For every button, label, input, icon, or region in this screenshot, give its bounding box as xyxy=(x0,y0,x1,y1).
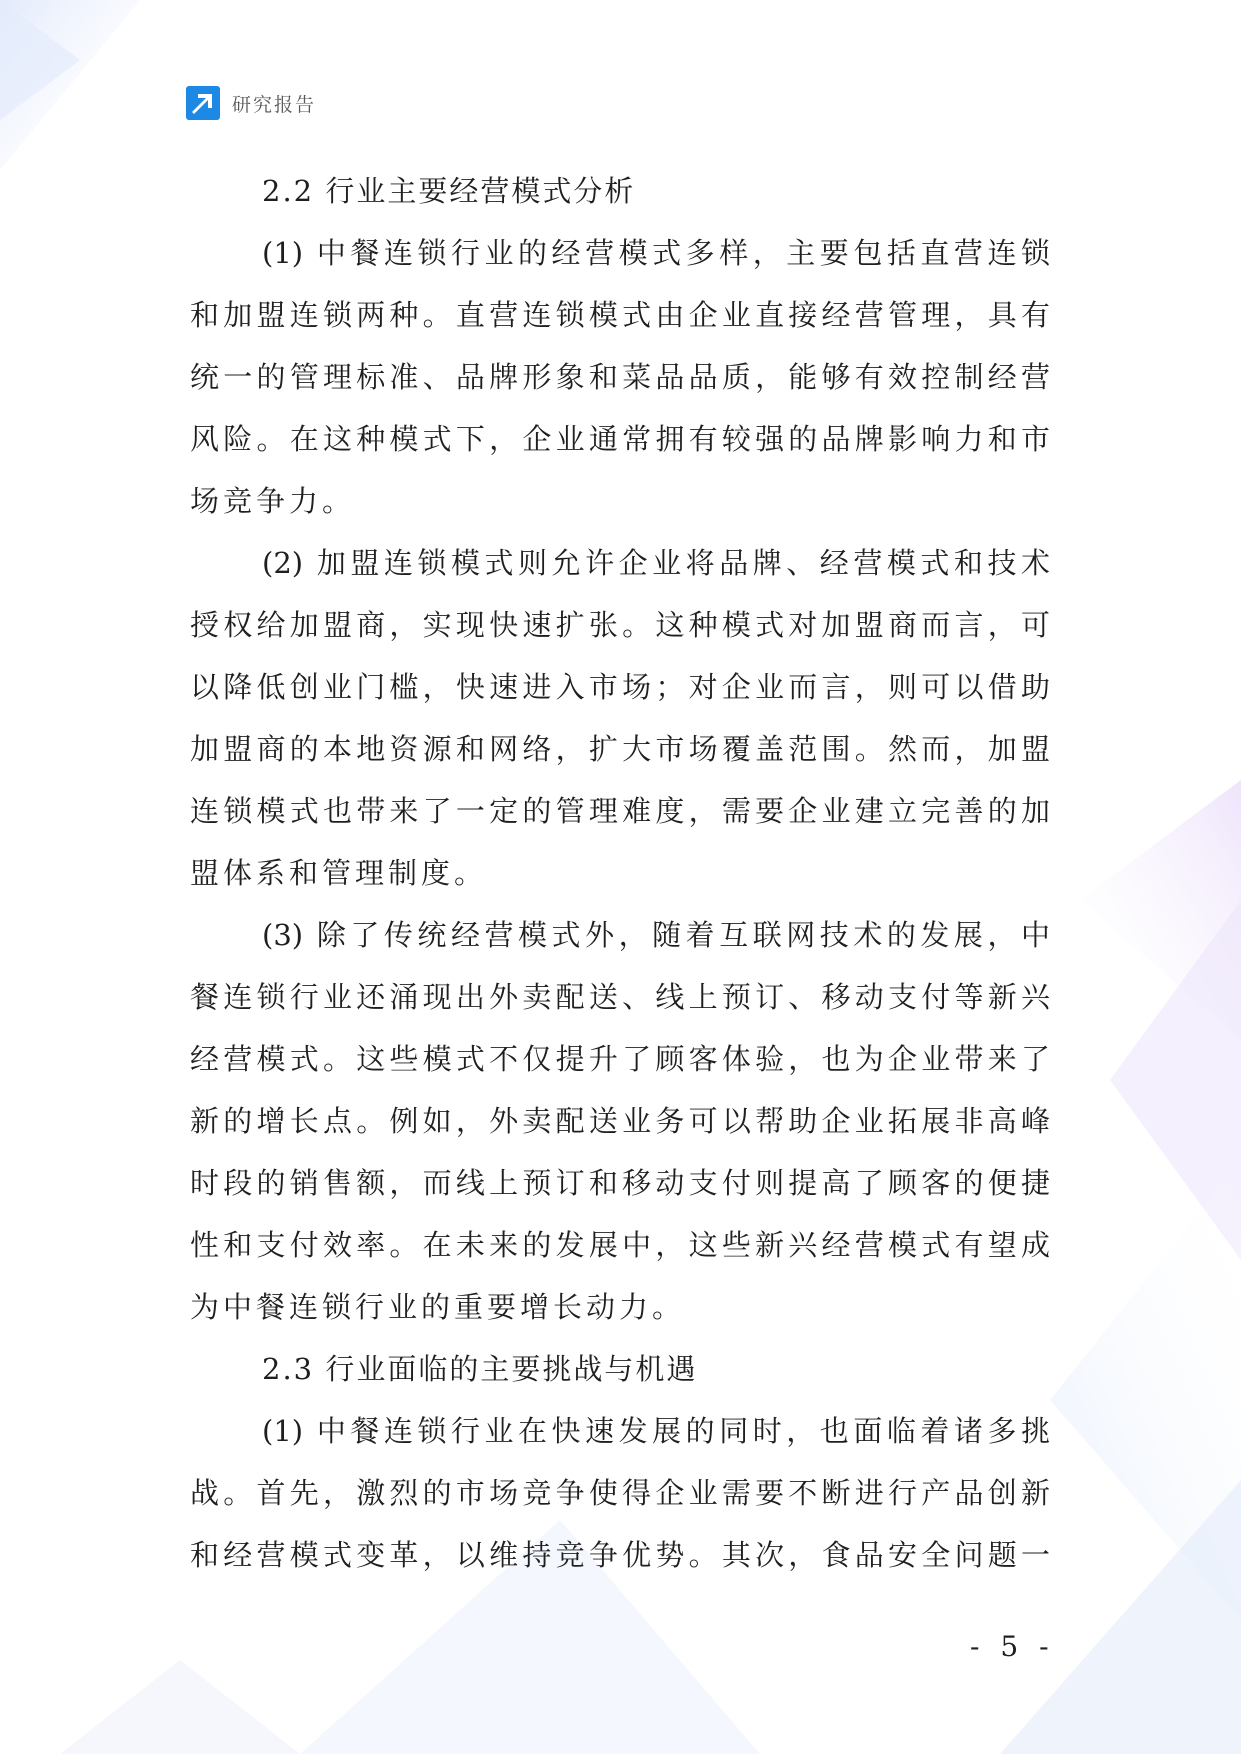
text-line: 新的增长点。例如，外卖配送业务可以帮助企业拓展非高峰 xyxy=(190,1104,1050,1138)
arrow-logo-icon xyxy=(186,86,220,120)
text-line: 风险。在这种模式下，企业通常拥有较强的品牌影响力和市 xyxy=(190,422,1050,456)
text-line: 统一的管理标准、品牌形象和菜品品质，能够有效控制经营 xyxy=(190,360,1050,394)
text-line: 为中餐连锁行业的重要增长动力。 xyxy=(190,1290,686,1324)
text-line: 和经营模式变革，以维持竞争优势。其次，食品安全问题一 xyxy=(190,1538,1050,1572)
paragraph xyxy=(190,904,1050,1338)
text-line: 盟体系和管理制度。 xyxy=(190,856,488,890)
text-line: 连锁模式也带来了一定的管理难度，需要企业建立完善的加 xyxy=(190,794,1050,828)
paragraph xyxy=(190,1400,1050,1586)
paragraph xyxy=(190,532,1050,904)
text-line: (1) 中餐连锁行业的经营模式多样，主要包括直营连锁 xyxy=(262,236,1050,270)
section-heading: 2.3 行业面临的主要挑战与机遇 xyxy=(262,1352,698,1386)
text-line: (3) 除了传统经营模式外，随着互联网技术的发展，中 xyxy=(262,918,1050,952)
text-line: (2) 加盟连锁模式则允许企业将品牌、经营模式和技术 xyxy=(262,546,1050,580)
text-line: 性和支付效率。在未来的发展中，这些新兴经营模式有望成 xyxy=(190,1228,1050,1262)
text-line: 授权给加盟商，实现快速扩张。这种模式对加盟商而言，可 xyxy=(190,608,1050,642)
text-line: 加盟商的本地资源和网络，扩大市场覆盖范围。然而，加盟 xyxy=(190,732,1050,766)
section-heading: 2.2 行业主要经营模式分析 xyxy=(262,174,636,208)
text-line: 以降低创业门槛，快速进入市场；对企业而言，则可以借助 xyxy=(190,670,1050,704)
text-line: 经营模式。这些模式不仅提升了顾客体验，也为企业带来了 xyxy=(190,1042,1050,1076)
text-line: 场竞争力。 xyxy=(190,484,356,518)
text-line: 餐连锁行业还涌现出外卖配送、线上预订、移动支付等新兴 xyxy=(190,980,1050,1014)
report-header xyxy=(186,86,316,120)
text-line: (1) 中餐连锁行业在快速发展的同时，也面临着诸多挑 xyxy=(262,1414,1050,1448)
document-body xyxy=(190,160,1050,1586)
text-line: 和加盟连锁两种。直营连锁模式由企业直接经营管理，具有 xyxy=(190,298,1050,332)
header-title: 研究报告 xyxy=(232,93,317,116)
page-number: - 5 - xyxy=(970,1630,1055,1663)
text-line: 时段的销售额，而线上预订和移动支付则提高了顾客的便捷 xyxy=(190,1166,1050,1200)
paragraph xyxy=(190,222,1050,532)
text-line: 战。首先，激烈的市场竞争使得企业需要不断进行产品创新 xyxy=(190,1476,1050,1510)
